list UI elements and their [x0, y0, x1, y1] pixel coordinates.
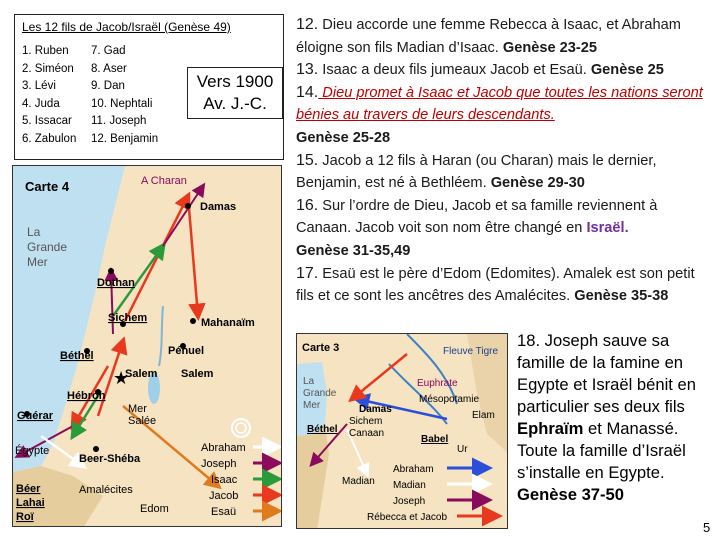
legend-joseph-map3: Joseph	[393, 496, 426, 507]
map3-sea-label-1: La	[303, 376, 315, 387]
item-text: Esaü est le père d’Edom (Edomites). Amalek est son petit fils et ce sont les ancêtres des Amalécites.	[296, 265, 695, 305]
town-mahanaim-dot	[190, 318, 196, 324]
label-damas-map3: Damas	[359, 404, 392, 415]
item-reference: Genèse 23-25	[502, 39, 597, 56]
legend-joseph: Joseph	[201, 458, 237, 470]
label-charan: A Charan	[141, 175, 187, 187]
era-line-1: Vers 1900	[196, 72, 274, 91]
joseph-text-part-1: 18. Joseph sauve sa famille de la famine en Egypte et Israël bénit en particulier ses deux fils	[517, 331, 696, 416]
joseph-reference: Genèse 37-50	[517, 485, 625, 504]
label-penuel: Pénuel	[168, 345, 205, 357]
label-beer-lahai-roi-2: Lahai	[16, 497, 45, 509]
label-euphrate: Euphrate	[417, 378, 458, 389]
label-edom: Edom	[140, 503, 169, 515]
legend-isaac: Isaac	[211, 474, 238, 486]
era-label	[187, 67, 283, 119]
sons-list-left	[22, 43, 76, 148]
map-4-svg	[13, 166, 282, 527]
item-reference: Genèse 29-30	[490, 175, 585, 192]
label-damas: Damas	[200, 201, 237, 213]
son-item: 7. Gad	[91, 45, 126, 57]
label-mesopotamie: Mésopotamie	[419, 394, 480, 405]
label-bethel-map3: Béthel	[307, 424, 338, 435]
label-canaan-map3: Canaan	[349, 428, 385, 439]
label-mer-salee-2: Salée	[128, 415, 157, 427]
item-text: Jacob a 12 fils à Haran (ou Charan) mais le dernier, Benjamin, est né à Bethléem.	[296, 152, 657, 192]
legend-rebecca-jacob: Rébecca et Jacob	[367, 512, 448, 523]
town-beersheba-dot	[93, 446, 99, 452]
label-mahanaim: Mahanaïm	[201, 317, 255, 329]
son-item: 11. Joseph	[91, 115, 147, 127]
item-name-israel: Israël.	[586, 220, 629, 237]
joseph-paragraph	[517, 330, 712, 506]
son-item: 9. Dan	[91, 80, 125, 92]
label-egypte: Égypte	[15, 445, 50, 457]
label-guerar: Guérar	[17, 410, 54, 422]
map-carte-4	[12, 165, 282, 527]
label-babel: Babel	[421, 434, 449, 445]
sea-label-3: Mer	[27, 255, 48, 269]
item-reference: Genèse 31-35,49	[296, 242, 411, 259]
label-madian: Madian	[342, 476, 375, 487]
label-mer-salee-1: Mer	[128, 403, 147, 415]
item-text: Isaac a deux fils jumeaux Jacob et Esaü.	[318, 62, 591, 79]
map4-title: Carte 4	[25, 179, 70, 194]
legend-jacob: Jacob	[209, 490, 239, 502]
legend-madian-map3: Madian	[393, 480, 426, 491]
label-dothan: Dothan	[97, 277, 135, 289]
map-carte-3	[296, 333, 508, 529]
town-damas-dot	[185, 203, 191, 209]
map3-title: Carte 3	[302, 342, 340, 354]
sea-label-2: Grande	[27, 240, 68, 254]
son-item: 3. Lévi	[22, 80, 56, 92]
timeline-item-15	[296, 150, 706, 195]
label-salem-east: Salem	[181, 368, 214, 380]
legend-abraham: Abraham	[201, 442, 246, 454]
sea-label-1: La	[27, 225, 41, 239]
item-text-promise: Dieu promet à Isaac et Jacob que toutes les nations seront bénies au travers de leurs descendants.	[296, 84, 703, 124]
map-3-svg	[297, 334, 508, 529]
son-item: 6. Zabulon	[22, 132, 77, 145]
label-sichem-map3: Sichem	[349, 416, 383, 427]
label-ur: Ur	[457, 444, 468, 455]
son-item: 5. Issacar	[22, 115, 72, 127]
item-text: Dieu accorde une femme Rebecca à Isaac, et Abraham éloigne son fils Madian d’Isaac.	[296, 17, 681, 56]
item-number: 14.	[296, 83, 319, 101]
item-reference: Genèse 25-28	[296, 129, 391, 146]
item-number: 17.	[296, 264, 319, 282]
legend-esau: Esaü	[211, 506, 237, 518]
slide-number: 5	[703, 520, 711, 535]
map3-sea-label-3: Mer	[303, 400, 321, 411]
label-amalecites: Amalécites	[79, 484, 133, 496]
label-beer-lahai-roi-1: Béer	[16, 483, 41, 495]
label-salem: Salem	[125, 368, 158, 380]
era-line-2: Av. J.-C.	[203, 94, 267, 113]
label-fleuve-tigre: Fleuve Tigre	[443, 346, 499, 357]
label-bethel: Béthel	[60, 350, 94, 362]
label-sichem: Sichem	[108, 312, 148, 324]
item-number: 13.	[296, 61, 319, 79]
sons-of-jacob-box	[14, 14, 284, 160]
item-reference: Genèse 35-38	[574, 288, 669, 305]
sons-box-title: Les 12 fils de Jacob/Israël (Genèse 49)	[22, 20, 231, 34]
item-number: 16.	[296, 196, 319, 214]
town-dothan-dot	[108, 268, 114, 274]
son-item: 1. Ruben	[22, 45, 69, 57]
timeline-item-16	[296, 195, 706, 263]
timeline-item-17	[296, 263, 706, 308]
item-number: 15.	[296, 151, 319, 169]
label-elam: Elam	[472, 410, 495, 421]
timeline-item-14	[296, 82, 706, 150]
son-item: 10. Nephtali	[91, 97, 153, 110]
son-item: 2. Siméon	[22, 62, 74, 75]
legend-abraham-map3: Abraham	[393, 464, 434, 475]
bethlehem-star-icon: ★	[113, 368, 130, 388]
item-reference: Genèse 25	[590, 62, 664, 79]
joseph-ephraim: Ephraïm	[517, 419, 584, 438]
timeline-item-12	[296, 14, 706, 59]
map3-sea-label-2: Grande	[303, 388, 337, 399]
son-item: 8. Aser	[91, 62, 127, 75]
sons-list-right	[91, 43, 158, 148]
joseph-text-part-2: et Manassé. Toute la famille d’Israël s’installe en Egypte.	[517, 419, 686, 482]
timeline-text	[296, 14, 706, 308]
son-item: 4. Juda	[22, 97, 60, 110]
timeline-item-13	[296, 59, 706, 82]
son-item: 12. Benjamin	[91, 132, 159, 145]
label-beer-lahai-roi-3: Roï	[16, 511, 34, 523]
label-hebron: Hébron	[67, 390, 106, 402]
item-number: 12.	[296, 16, 319, 33]
item-text: Sur l’ordre de Dieu, Jacob et sa famille reviennent à Canaan. Jacob voit son nom être changé en	[296, 197, 658, 237]
label-beer-sheba: Beer-Shéba	[79, 453, 141, 465]
